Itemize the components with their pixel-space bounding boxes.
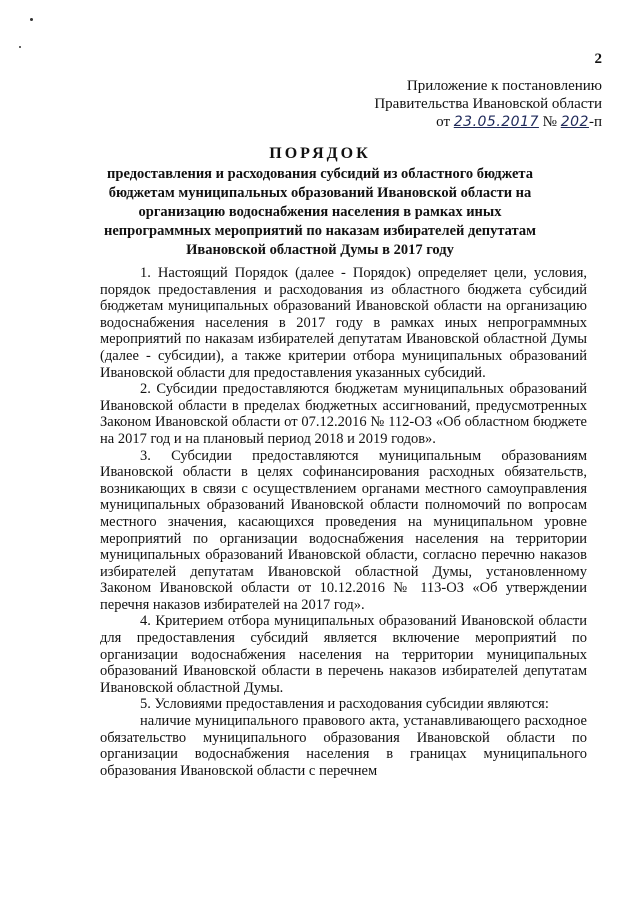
appendix-line-3 <box>374 113 602 131</box>
scan-dot <box>30 18 33 21</box>
number-suffix: -п <box>588 114 602 130</box>
paragraph-1: 1. Настоящий Порядок (далее - Порядок) определяет цели, условия, порядок предоставления и расходования из областного бюджета субсидий бюджетам муниципальных образований Ивановской области на организацию водоснабжения населения в 2017 году в рамках иных непрограммных мероприятий по наказам избирателей депутатам Ивановской областной Думы (далее - субсидии), а также критерии отбора муниципальных образований Ивановской области для предоставления указанных субсидий. <box>100 265 587 381</box>
document-subtitle: предоставления и расходования субсидий из областного бюджета бюджетам муниципальных образований Ивановской области на организацию водоснабжения населения в рамках иных непрограммных мероприятий по наказам избирателей депутатам Ивановской областной Думы в 2017 году <box>104 166 536 258</box>
handwritten-date: 23.05.2017 <box>453 114 539 130</box>
appendix-line-2: Правительства Ивановской области <box>374 96 602 112</box>
paragraph-5: 5. Условиями предоставления и расходования субсидии являются: <box>140 696 549 713</box>
page-number: 2 <box>594 51 602 67</box>
paragraph-3: 3. Субсидии предоставляются муниципальным образованиям Ивановской области в целях софинансирования расходных обязательств, возникающих в связи с осуществлением органами местного самоуправления муниципальных образований Ивановской области полномочий по вопросам местного значения, касающихся проведения на муниципальном уровне мероприятий по организации водоснабжения населения на территории муниципальных образований Ивановской области, согласно перечню наказов избирателей депутатам Ивановской областной Думы, установленному Законом Ивановской области от 10.12.2016 № 113-ОЗ «Об утверждении перечня наказов избирателей на 2017 год». <box>100 447 587 613</box>
document-body <box>100 265 587 779</box>
from-prefix: от <box>436 114 450 130</box>
paragraph-4: 4. Критерием отбора муниципальных образований Ивановской области для предоставления субсидий является включение мероприятий по организации водоснабжения населения на территории муниципальных образований Ивановской области в перечень наказов избирателей депутатам Ивановской областной Думы. <box>100 613 587 696</box>
appendix-line-1: Приложение к постановлению <box>406 78 602 94</box>
scan-dot <box>19 46 21 48</box>
document-title: ПОРЯДОК <box>269 145 371 162</box>
number-prefix: № <box>542 114 557 130</box>
appendix-header <box>374 77 602 131</box>
paragraph-2: 2. Субсидии предоставляются бюджетам муниципальных образований Ивановской области в пределах бюджетных ассигнований, предусмотренных Законом Ивановской области от 07.12.2016 № 112-ОЗ «Об областном бюджете на 2017 год и на плановый период 2018 и 2019 годов». <box>100 381 587 447</box>
paragraph-6: наличие муниципального правового акта, устанавливающего расходное обязательство муниципального образования Ивановской области по организации водоснабжения населения в границах муниципального образования Ивановской области с перечнем <box>100 713 587 779</box>
handwritten-number: 202 <box>560 114 589 130</box>
